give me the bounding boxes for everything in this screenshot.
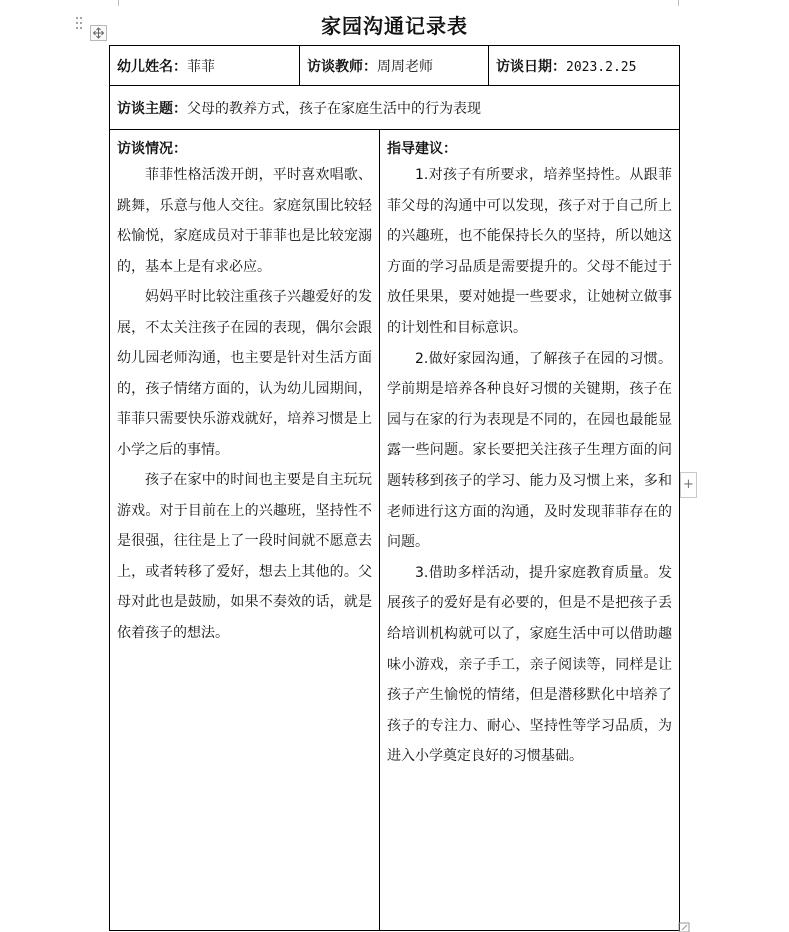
teacher-label: 访谈教师： bbox=[307, 58, 377, 75]
teacher-cell[interactable] bbox=[300, 46, 489, 86]
page-corner-mark-right bbox=[678, 0, 679, 6]
advice-paragraph: 1.对孩子有所要求，培养坚持性。从跟菲菲父母的沟通中可以发现，孩子对于自己所上的兴趣班，也不能保持长久的坚持，所以她这方面的学习品质是需要提升的。父母不能过于放任果果，要对她提一些要求，让她树立做事的计划性和目标意识。 bbox=[387, 167, 672, 336]
topic-value: 父母的教养方式，孩子在家庭生活中的行为表现 bbox=[187, 100, 481, 117]
topic-row bbox=[110, 86, 680, 130]
date-cell[interactable] bbox=[489, 46, 680, 86]
topic-label: 访谈主题： bbox=[117, 100, 187, 117]
child-name-value: 菲菲 bbox=[187, 58, 215, 75]
advice-paragraph: 3.借助多样活动，提升家庭教育质量。发展孩子的爱好是有必要的，但是不是把孩子丢给培训机构就可以了，家庭生活中可以借助趣味小游戏，亲子手工，亲子阅读等，同样是让孩子产生愉悦的情绪，但是潜移默化中培养了孩子的专注力、耐心、坚持性等学习品质，为进入小学奠定良好的习惯基础。 bbox=[387, 564, 672, 765]
content-row bbox=[110, 130, 680, 931]
advice-paragraph: 2.做好家园沟通，了解孩子在园的习惯。学前期是培养各种良好习惯的关键期，孩子在园与在家的行为表现是不同的，在园也最能显露一些问题。家长要把关注孩子生理方面的问题转移到孩子的学习、能力及习惯上来，多和老师进行这方面的沟通，及时发现菲菲存在的问题。 bbox=[387, 350, 672, 551]
topic-cell[interactable] bbox=[110, 86, 680, 130]
situation-paragraph: 孩子在家中的时间也主要是自主玩玩游戏。对于目前在上的兴趣班，坚持性不是很强，往往是上了一段时间就不愿意去上，或者转移了爱好，想去上其他的。父母对此也是鼓励，如果不奏效的话，就是依着孩子的想法。 bbox=[117, 472, 372, 641]
date-value: 2023.2.25 bbox=[566, 59, 637, 75]
header-row bbox=[110, 46, 680, 86]
page-title: 家园沟通记录表 bbox=[321, 14, 468, 38]
date-label: 访谈日期： bbox=[496, 58, 566, 75]
situation-label: 访谈情况： bbox=[117, 141, 187, 157]
situation-cell[interactable] bbox=[110, 130, 380, 931]
child-name-cell[interactable] bbox=[110, 46, 300, 86]
situation-paragraph: 菲菲性格活泼开朗，平时喜欢唱歌、跳舞，乐意与他人交往。家庭氛围比较轻松愉悦，家庭成员对于菲菲也是比较宠溺的，基本上是有求必应。 bbox=[117, 167, 372, 275]
child-name-label: 幼儿姓名： bbox=[117, 58, 187, 75]
record-table bbox=[109, 45, 680, 931]
advice-label: 指导建议： bbox=[387, 141, 457, 157]
table-resize-icon[interactable] bbox=[678, 922, 692, 932]
advice-cell[interactable] bbox=[380, 130, 680, 931]
page-corner-mark-left bbox=[118, 0, 119, 6]
add-column-button[interactable]: + bbox=[680, 472, 697, 498]
situation-paragraph: 妈妈平时比较注重孩子兴趣爱好的发展，不太关注孩子在园的表现，偶尔会跟幼儿园老师沟通，也主要是针对生活方面的，孩子情绪方面的，认为幼儿园期间，菲菲只需要快乐游戏就好，培养习惯是上小学之后的事情。 bbox=[117, 289, 372, 458]
teacher-value: 周周老师 bbox=[377, 58, 433, 75]
